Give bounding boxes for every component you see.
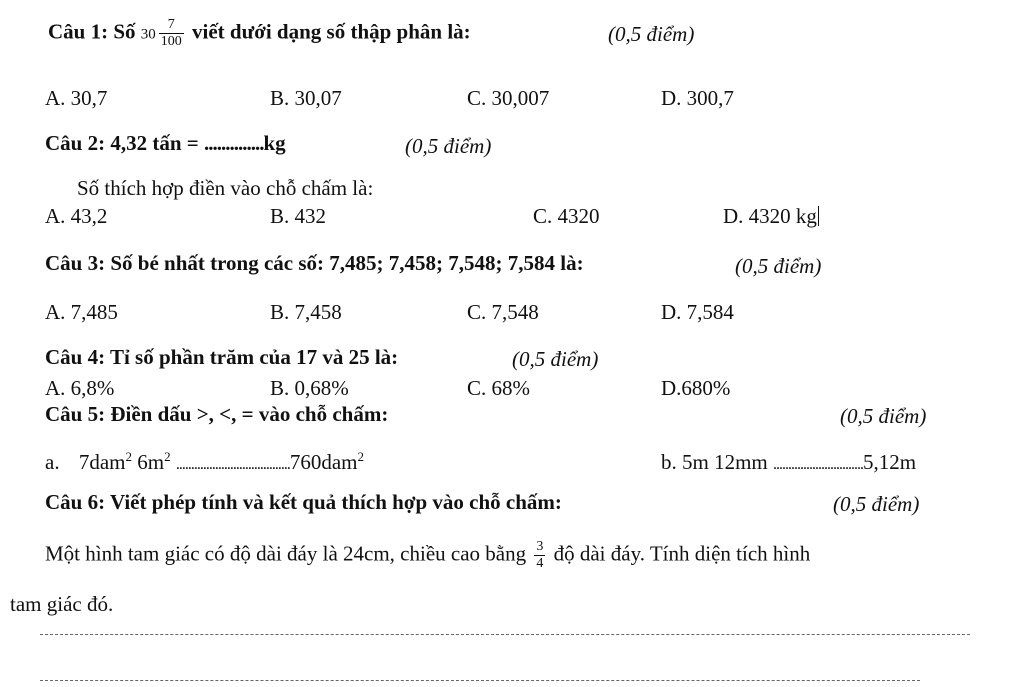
q4-option-b: B. 0,68% [270,376,349,400]
q1-points: (0,5 điểm) [608,22,695,46]
q5-a-dots: ...................................... [175,456,290,473]
q2-option-d-text: D. 4320 kg [723,204,817,228]
q2-option-c: C. 4320 [533,204,600,228]
q5-a-left-2: 6m [131,450,165,474]
q6-text-before: Một hình tam giác có độ dài đáy là 24cm, chiều cao bằng [45,541,527,566]
q3-option-d: D. 7,584 [661,300,734,324]
q1-question [48,18,471,49]
q5-a-left-1-sup: 2 [125,449,132,464]
q1-option-b: B. 30,07 [270,86,342,110]
q1-option-a: A. 30,7 [45,86,108,110]
q3-points: (0,5 điểm) [735,254,822,278]
q5-part-a [45,450,364,475]
q2-option-a: A. 43,2 [45,204,108,228]
q2-option-b: B. 432 [270,204,327,228]
q3-option-b: B. 7,458 [270,300,342,324]
q3-option-a: A. 7,485 [45,300,118,324]
q5-a-label: a. [45,450,60,474]
q3-option-c: C. 7,548 [467,300,539,324]
q6-question: Câu 6: Viết phép tính và kết quả thích hợp vào chỗ chấm: [45,490,562,514]
q4-question: Câu 4: Tỉ số phần trăm của 17 và 25 là: [45,345,399,369]
q6-problem-line-2: tam giác đó. [10,592,114,616]
q5-b-left: b. 5m 12mm [661,450,774,474]
q6-frac-num: 3 [536,539,544,554]
text-cursor [818,206,819,226]
q5-a-right: 760dam [289,450,358,474]
q1-frac-num: 7 [167,17,175,32]
q6-points: (0,5 điểm) [833,492,920,516]
answer-line-2 [40,680,920,681]
answer-line-1 [40,634,970,635]
q1-tail: viết dưới dạng số thập phân là: [192,19,471,44]
q2-unit: kg [263,131,286,155]
q1-fraction [159,18,184,49]
q6-text-after: độ dài đáy. Tính diện tích hình [553,541,811,566]
q4-option-c: C. 68% [467,376,530,400]
q6-frac-den: 4 [536,556,544,571]
q6-problem-line-1 [45,540,810,571]
q5-points: (0,5 điểm) [840,404,927,428]
q2-option-d [723,204,819,229]
q4-option-a: A. 6,8% [45,376,115,400]
q4-option-d: D.680% [661,376,731,400]
q5-a-right-sup: 2 [357,449,364,464]
q1-frac-den: 100 [160,34,182,49]
q2-question [45,133,286,154]
q5-a-left-2-sup: 2 [164,449,171,464]
q2-blank: .............. [203,131,264,155]
q2-instruction: Số thích hợp điền vào chỗ chấm là: [77,176,374,200]
q6-fraction [534,540,545,571]
q1-head: Câu 1: Số [48,19,136,44]
q1-option-d: D. 300,7 [661,86,734,110]
q1-mixed-whole: 30 [140,26,156,43]
q1-option-c: C. 30,007 [467,86,550,110]
q3-question: Câu 3: Số bé nhất trong các số: 7,485; 7,458; 7,548; 7,584 là: [45,251,584,275]
q5-b-right: 5,12m [863,450,917,474]
q2-points: (0,5 điểm) [405,134,492,158]
q4-points: (0,5 điểm) [512,347,599,371]
q5-question: Câu 5: Điền dấu >, <, = vào chỗ chấm: [45,402,389,426]
q2-text: Câu 2: 4,32 tấn = [45,131,204,155]
q5-b-dots: .............................. [773,456,864,473]
q5-part-b [661,450,916,475]
q5-a-left-1: 7dam [78,450,126,474]
